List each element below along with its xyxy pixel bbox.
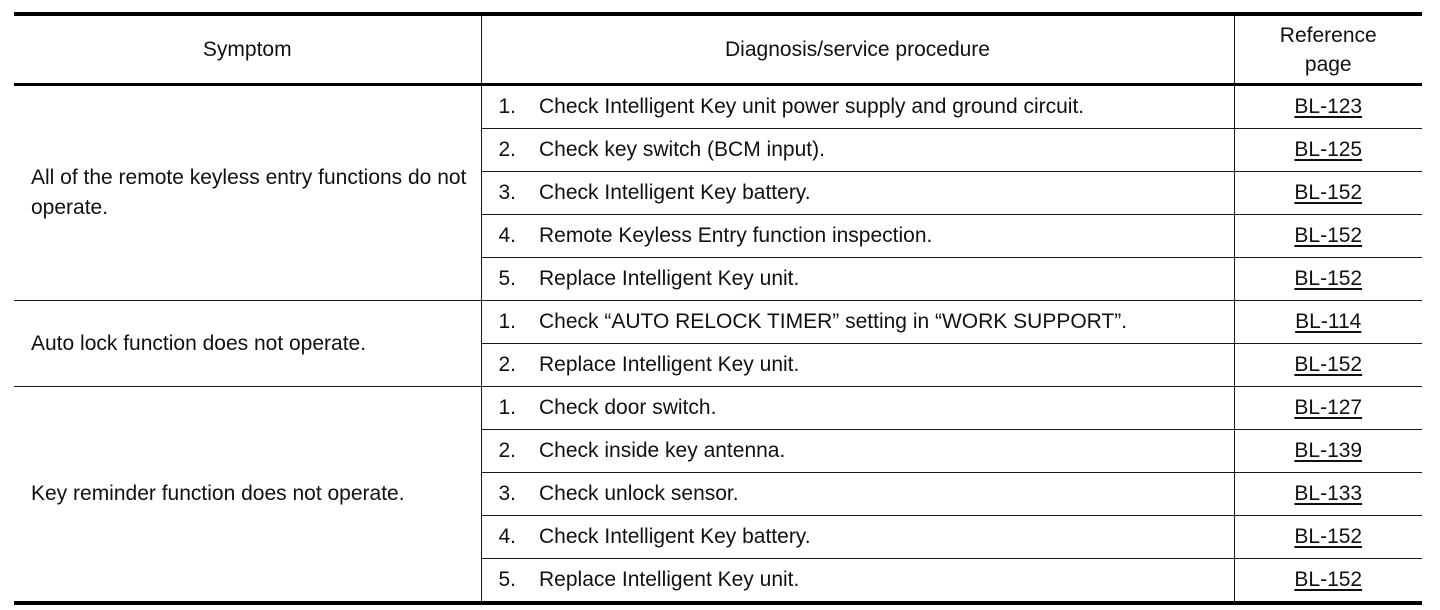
- reference-link[interactable]: BL-133: [1294, 482, 1363, 505]
- header-row: [14, 14, 1422, 85]
- procedure-header: Diagnosis/service procedure: [481, 14, 1234, 85]
- step-text: Replace Intelligent Key unit.: [539, 559, 1234, 604]
- reference-cell: [1234, 430, 1422, 473]
- reference-header: [1234, 14, 1422, 85]
- reference-cell: [1234, 301, 1422, 344]
- reference-header-line2: page: [1304, 52, 1352, 76]
- symptom-cell: All of the remote keyless entry functions do not operate.: [14, 85, 481, 301]
- reference-cell: [1234, 387, 1422, 430]
- step-text: Check unlock sensor.: [539, 473, 1234, 516]
- step-number: 3.: [481, 473, 539, 516]
- table-row: [14, 301, 1422, 344]
- step-number: 1.: [481, 387, 539, 430]
- reference-cell: [1234, 85, 1422, 129]
- reference-cell: [1234, 559, 1422, 604]
- step-text: Check key switch (BCM input).: [539, 129, 1234, 172]
- reference-link[interactable]: BL-125: [1294, 138, 1363, 161]
- reference-link[interactable]: BL-123: [1294, 95, 1363, 118]
- step-text: Check Intelligent Key unit power supply and ground circuit.: [539, 85, 1234, 129]
- reference-link[interactable]: BL-152: [1294, 224, 1363, 247]
- step-number: 5.: [481, 559, 539, 604]
- table-row: [14, 387, 1422, 430]
- reference-cell: [1234, 215, 1422, 258]
- reference-link[interactable]: BL-139: [1294, 439, 1363, 462]
- step-number: 2.: [481, 129, 539, 172]
- step-text: Check inside key antenna.: [539, 430, 1234, 473]
- diagnosis-table: [14, 12, 1422, 605]
- reference-link[interactable]: BL-152: [1294, 568, 1363, 591]
- table-row: [14, 85, 1422, 129]
- symptom-header: Symptom: [14, 14, 481, 85]
- reference-cell: [1234, 516, 1422, 559]
- step-text: Replace Intelligent Key unit.: [539, 344, 1234, 387]
- step-text: Check “AUTO RELOCK TIMER” setting in “WORK SUPPORT”.: [539, 301, 1234, 344]
- reference-cell: [1234, 172, 1422, 215]
- step-text: Check Intelligent Key battery.: [539, 516, 1234, 559]
- step-number: 4.: [481, 215, 539, 258]
- reference-link[interactable]: BL-152: [1294, 267, 1363, 290]
- reference-link[interactable]: BL-152: [1294, 525, 1363, 548]
- step-number: 3.: [481, 172, 539, 215]
- reference-cell: [1234, 473, 1422, 516]
- step-text: Remote Keyless Entry function inspection.: [539, 215, 1234, 258]
- step-text: Check door switch.: [539, 387, 1234, 430]
- reference-link[interactable]: BL-152: [1294, 353, 1363, 376]
- reference-link[interactable]: BL-127: [1294, 396, 1363, 419]
- table-body: [14, 85, 1422, 604]
- symptom-cell: Key reminder function does not operate.: [14, 387, 481, 604]
- step-number: 1.: [481, 301, 539, 344]
- step-number: 4.: [481, 516, 539, 559]
- reference-cell: [1234, 258, 1422, 301]
- step-number: 5.: [481, 258, 539, 301]
- reference-header-line1: Reference: [1279, 23, 1377, 47]
- step-number: 2.: [481, 344, 539, 387]
- symptom-cell: Auto lock function does not operate.: [14, 301, 481, 387]
- reference-cell: [1234, 129, 1422, 172]
- step-number: 2.: [481, 430, 539, 473]
- reference-link[interactable]: BL-152: [1294, 181, 1363, 204]
- step-text: Check Intelligent Key battery.: [539, 172, 1234, 215]
- step-text: Replace Intelligent Key unit.: [539, 258, 1234, 301]
- step-number: 1.: [481, 85, 539, 129]
- reference-link[interactable]: BL-114: [1295, 310, 1362, 333]
- reference-cell: [1234, 344, 1422, 387]
